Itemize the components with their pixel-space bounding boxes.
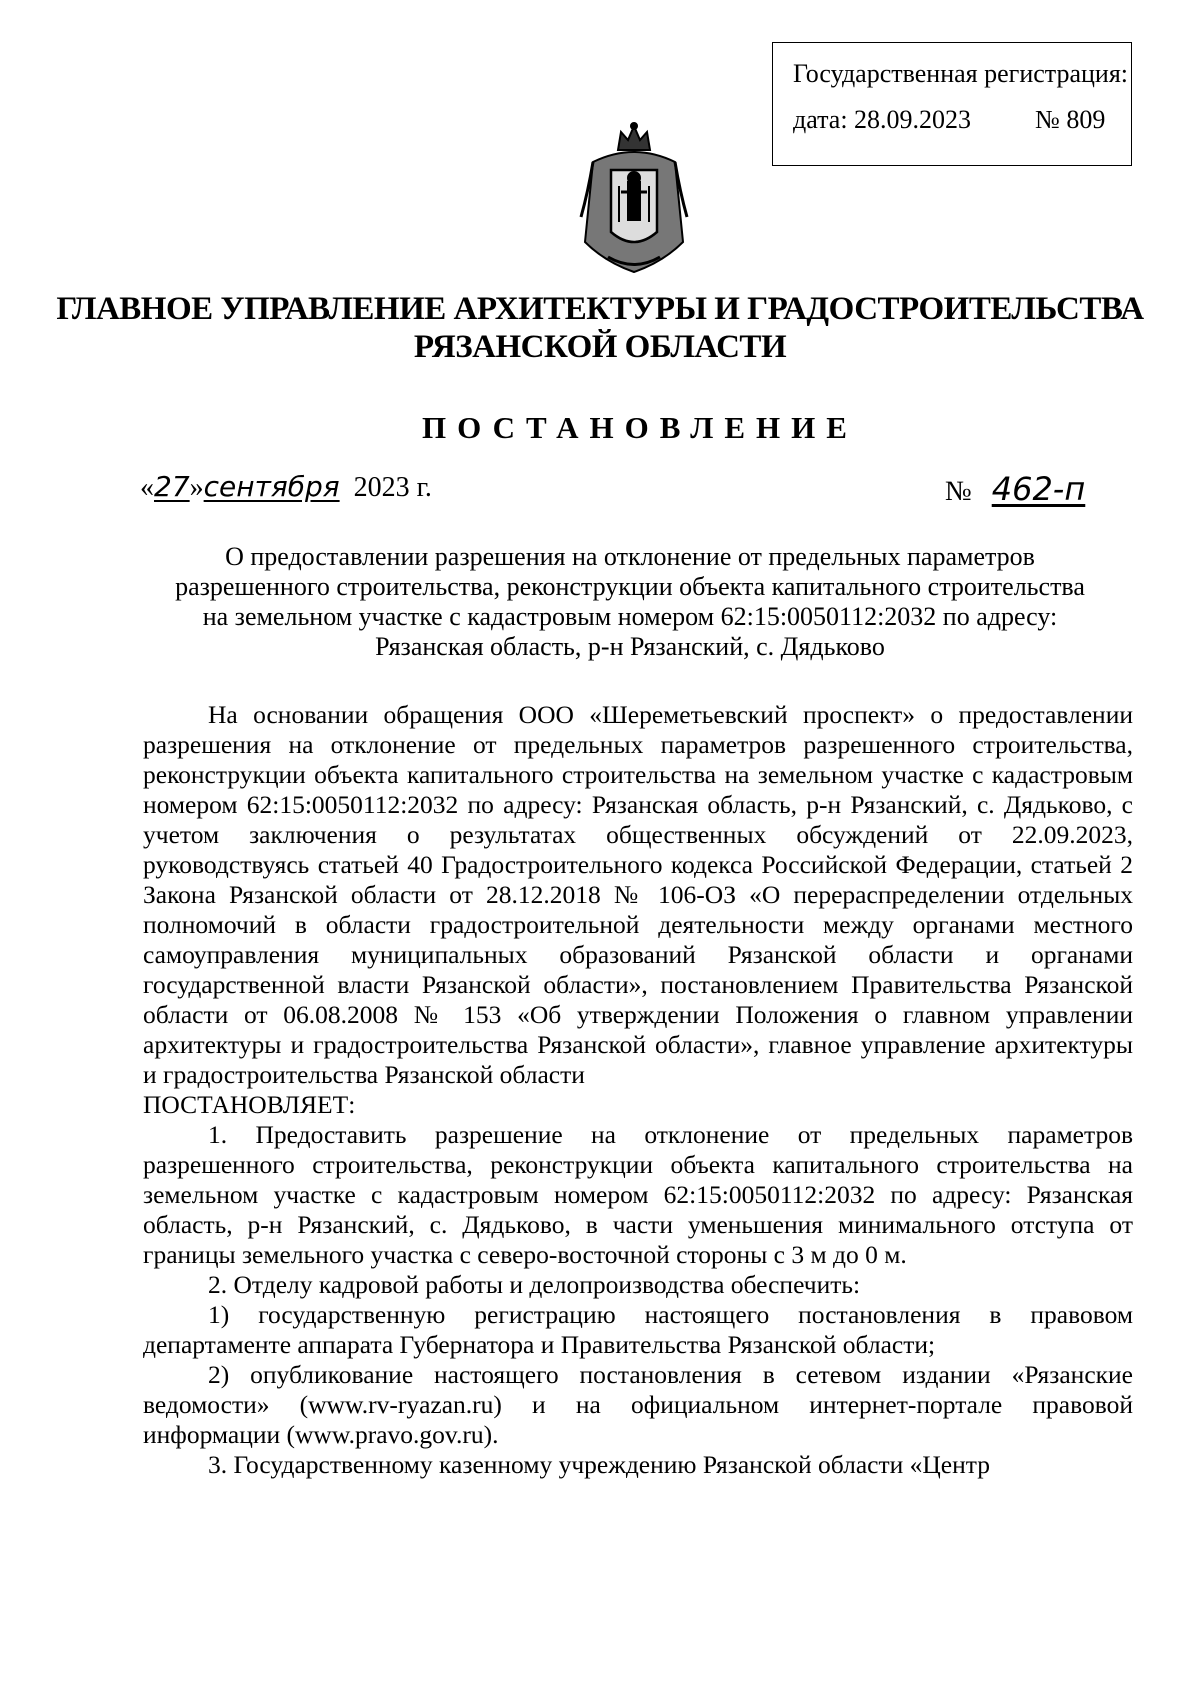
registration-number: № 809: [1035, 105, 1106, 134]
document-number: [945, 470, 1142, 508]
date-day: 27: [154, 470, 190, 503]
registration-details: [793, 105, 1131, 135]
subject-line-1: О предоставлении разрешения на отклонение от предельных параметров: [225, 542, 1035, 571]
preamble-paragraph: На основании обращения ООО «Шереметьевский проспект» о предоставлении разрешения на отклонение от предельных параметров разрешенного строительства, реконструкции объекта капитального строительства на земельном участке с кадастровым номером 62:15:0050112:2032 по адресу: Рязанская область, р-н Рязанский, с. Дядьково, с учетом заключения о результатах общественных обсуждений от 22.09.2023, руководствуясь статьей 40 Градостроительного кодекса Российской Федерации, статьей 2 Закона Рязанской области от 28.12.2018 № 106-ОЗ «О перераспределении отдельных полномочий в области градостроительной деятельности между органами местного самоуправления муниципальных образований Рязанской области и органами государственной власти Рязанской области», постановлением Правительства Рязанской области от 06.08.2008 № 153 «Об утверждении Положения о главном управлении архитектуры и градостроительства Рязанской области», главное управление архитектуры и градостроительства Рязанской области: [143, 700, 1133, 1089]
item-2-1-paragraph: 1) государственную регистрацию настоящего постановления в правовом департаменте аппарата Губернатора и Правительства Рязанской области;: [143, 1300, 1133, 1359]
registration-label: Государственная регистрация:: [793, 59, 1129, 88]
date-year: 2023 г.: [353, 472, 432, 503]
subject-line-3: на земельном участке с кадастровым номером 62:15:0050112:2032 по адресу:: [202, 602, 1058, 631]
item-3-paragraph: 3. Государственному казенному учреждению Рязанской области «Центр: [208, 1450, 990, 1479]
number-prefix: №: [945, 476, 972, 507]
item-1-paragraph: 1. Предоставить разрешение на отклонение от предельных параметров разрешенного строительства, реконструкции объекта капитального строительства на земельном участке с кадастровым номером 62:15:0050112:2032 по адресу: Рязанская область, р-н Рязанский, с. Дядьково, в части уменьшения минимального отступа от границы земельного участка с северо-восточной стороны с 3 м до 0 м.: [143, 1120, 1133, 1269]
subject-line-2: разрешенного строительства, реконструкции объекта капитального строительства: [175, 572, 1085, 601]
registration-stamp: [772, 42, 1132, 166]
organization-line-2: РЯЗАНСКОЙ ОБЛАСТИ: [413, 329, 787, 365]
subject-line-4: Рязанская область, р-н Рязанский, с. Дядьково: [375, 632, 885, 661]
resolves-heading: ПОСТАНОВЛЯЕТ:: [143, 1090, 356, 1119]
organization-name: [0, 290, 1200, 366]
document-subject: [130, 542, 1130, 662]
item-2-paragraph: 2. Отделу кадровой работы и делопроизводства обеспечить:: [208, 1270, 861, 1299]
number-value: 462-п: [991, 470, 1086, 508]
item-2-2-paragraph: 2) опубликование настоящего постановления в сетевом издании «Рязанские ведомости» (www.rv-ryazan.ru) и на официальном интернет-портале правовой информации (www.pravo.gov.ru).: [143, 1360, 1133, 1449]
organization-line-1: ГЛАВНОЕ УПРАВЛЕНИЕ АРХИТЕКТУРЫ И ГРАДОСТРОИТЕЛЬСТВА: [56, 291, 1144, 327]
document-type: ПОСТАНОВЛЕНИЕ: [422, 410, 858, 445]
date-open-quote: «: [140, 472, 154, 503]
coat-of-arms-icon: [573, 122, 695, 282]
date-close-quote: »: [189, 472, 204, 503]
date-month: сентября: [203, 470, 340, 503]
registration-date: дата: 28.09.2023: [793, 105, 972, 134]
document-date: [140, 470, 432, 504]
document-body: [143, 700, 1133, 1480]
